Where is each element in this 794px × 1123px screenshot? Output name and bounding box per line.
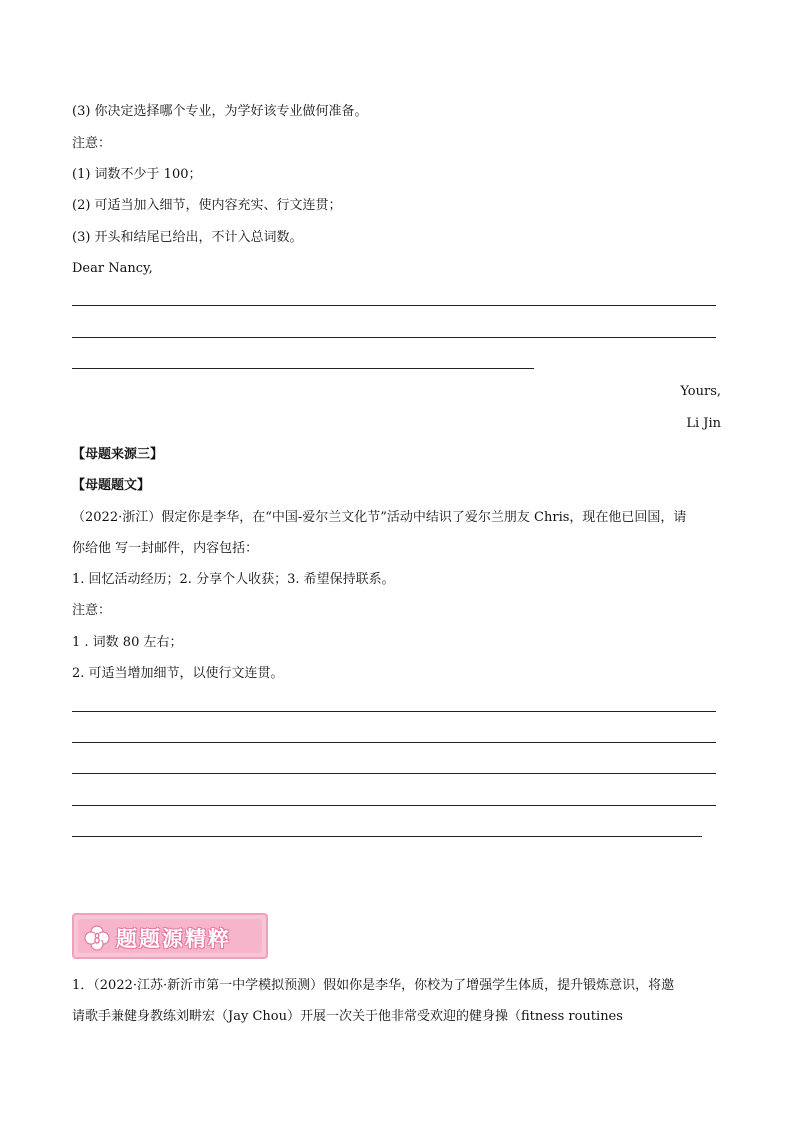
writing-line: [72, 742, 716, 743]
prompt-line-1: （2022·浙江）假定你是李华，在“中国-爱尔兰文化节”活动中结识了爱尔兰朋友 Chris，现在他已回国，请: [72, 510, 687, 525]
flower-number-icon: [84, 925, 110, 951]
banner-title: 题题源精粹: [116, 927, 231, 951]
writing-line: [72, 337, 716, 338]
question-line-1: 1．（2022·江苏·新沂市第一中学模拟预测）假如你是李华，你校为了增强学生体质，提升锻炼意识，将邀: [72, 978, 675, 993]
text-heading: 【母题题文】: [72, 478, 151, 493]
note-1: 1 . 词数 80 左右；: [72, 635, 183, 650]
letter-greeting: Dear Nancy,: [72, 261, 153, 276]
writing-line: [72, 836, 702, 837]
writing-line: [72, 805, 716, 806]
prompt-line-2: 你给他 写一封邮件，内容包括：: [72, 541, 259, 556]
note-1: (1) 词数不少于 100；: [72, 167, 202, 182]
writing-line: [72, 368, 534, 369]
content-points: 1. 回忆活动经历；2. 分享个人收获；3. 希望保持联系。: [72, 572, 395, 587]
writing-line: [72, 305, 716, 306]
note-3: (3) 开头和结尾已给出，不计入总词数。: [72, 230, 303, 245]
note-label: 注意：: [72, 603, 112, 618]
note-2: (2) 可适当加入细节，使内容充实、行文连贯；: [72, 198, 342, 213]
note-2: 2. 可适当增加细节，以使行文连贯。: [72, 666, 284, 681]
question-line-2: 请歌手兼健身教练刘畊宏（Jay Chou）开展一次关于他非常受欢迎的健身操（fitness routines: [72, 1009, 623, 1024]
requirement-3: (3) 你决定选择哪个专业，为学好该专业做何准备。: [72, 104, 368, 119]
section-banner: [72, 913, 268, 959]
letter-closing: Yours,: [680, 384, 721, 399]
source-heading: 【母题来源三】: [72, 447, 164, 462]
letter-signature: Li Jin: [686, 416, 721, 431]
note-label: 注意：: [72, 136, 112, 151]
writing-line: [72, 711, 716, 712]
writing-line: [72, 773, 716, 774]
